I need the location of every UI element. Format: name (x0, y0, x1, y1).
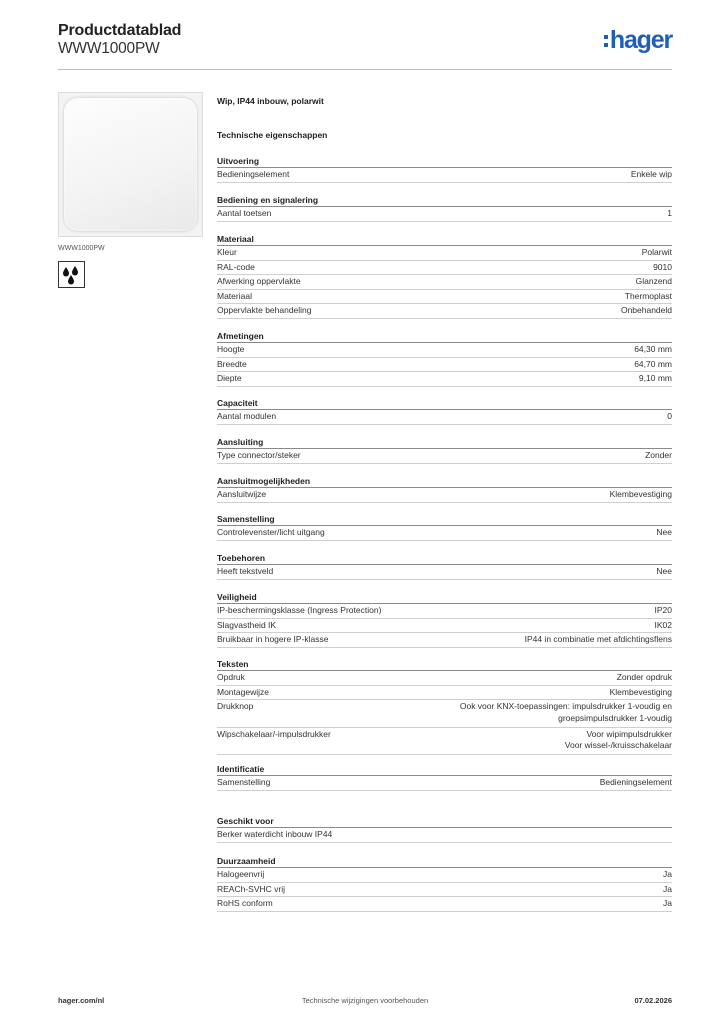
spec-row (217, 290, 672, 305)
spec-label: REACh-SVHC vrij (217, 883, 286, 894)
spec-row (217, 700, 672, 728)
spec-row (217, 261, 672, 276)
spec-row (217, 828, 672, 843)
spec-value: IP44 in combinatie met afdichtingsflens (524, 634, 672, 644)
spec-value: Thermoplast (624, 290, 672, 301)
spec-value: 1 (667, 208, 672, 218)
page-footer (58, 996, 672, 1010)
spec-row (217, 168, 672, 183)
section-title: Materiaal (217, 234, 672, 246)
section-identificatie (217, 764, 672, 791)
section-geschikt-voor (217, 816, 672, 843)
spec-value: Glanzend (635, 276, 672, 286)
spec-value: Nee (656, 566, 672, 576)
section-title: Identificatie (217, 764, 672, 776)
spec-value-line: Voor wissel-/kruisschakelaar (564, 740, 672, 751)
section-title: Afmetingen (217, 331, 672, 343)
spec-row (217, 633, 672, 648)
water-drops-icon (58, 261, 85, 288)
spec-label: Type connector/steker (217, 450, 301, 460)
spec-label: Drukknop (217, 701, 254, 711)
product-code: WWW1000PW (58, 40, 160, 57)
spec-value-line: Ook voor KNX-toepassingen: impulsdrukker 1-voudig en (459, 701, 672, 711)
footer-website-link[interactable]: hager.com/nl (58, 996, 105, 1005)
spec-label: RAL-code (217, 261, 255, 272)
spec-row (217, 207, 672, 222)
spec-value: Zonder opdruk (616, 672, 672, 682)
spec-value (460, 701, 672, 725)
section-title: Aansluitmogelijkheden (217, 476, 672, 488)
spec-label: Berker waterdicht inbouw IP44 (217, 829, 333, 839)
spec-value: Bedieningselement (599, 777, 672, 787)
spec-label: Bedieningselement (217, 169, 290, 179)
spec-row (217, 410, 672, 425)
product-image (64, 98, 197, 231)
spec-value-line: groepsimpulsdrukker 1-voudig (558, 712, 672, 723)
spec-row (217, 526, 672, 541)
section-veiligheid (217, 592, 672, 648)
section-title: Duurzaamheid (217, 856, 672, 868)
spec-label: Aantal toetsen (217, 208, 272, 218)
section-bediening (217, 195, 672, 222)
spec-label: Breedte (217, 358, 247, 369)
section-title: Toebehoren (217, 553, 672, 565)
footer-disclaimer: Technische wijzigingen voorbehouden (301, 996, 429, 1005)
spec-row (217, 604, 672, 619)
section-afmetingen (217, 331, 672, 387)
spec-row (217, 619, 672, 634)
spec-row (217, 449, 672, 464)
spec-value: Ja (663, 883, 672, 894)
spec-row (217, 686, 672, 701)
spec-value: Ja (663, 898, 672, 908)
logo-dots-icon (604, 35, 608, 47)
section-title: Samenstelling (217, 514, 672, 526)
spec-value-line: Voor wipimpulsdrukker (586, 728, 672, 739)
footer-date: 07.02.2026 (634, 996, 672, 1005)
spec-value: Ja (663, 869, 672, 879)
spec-row (217, 246, 672, 261)
spec-value: 64,70 mm (634, 358, 672, 369)
spec-value: Polarwit (641, 247, 672, 257)
spec-value: 9,10 mm (638, 373, 672, 383)
spec-value: IP20 (654, 605, 672, 615)
section-title: Bediening en signalering (217, 195, 672, 207)
spec-row (217, 358, 672, 373)
spec-label: Bruikbaar in hogere IP-klasse (217, 634, 329, 644)
spec-value: 9010 (653, 261, 672, 272)
section-uitvoering (217, 156, 672, 183)
spec-label: Aansluitwijze (217, 489, 267, 499)
spec-value: Klembevestiging (609, 686, 672, 697)
page-header (58, 22, 672, 70)
spec-value: IK02 (654, 619, 672, 630)
spec-value: 0 (667, 411, 672, 421)
spec-row (217, 304, 672, 319)
section-title: Capaciteit (217, 398, 672, 410)
spec-value: Zonder (645, 450, 672, 460)
spec-label: Samenstelling (217, 777, 271, 787)
section-capaciteit (217, 398, 672, 425)
spec-label: Heeft tekstveld (217, 566, 274, 576)
spec-value: 64,30 mm (634, 344, 672, 354)
spec-label: Oppervlakte behandeling (217, 305, 312, 315)
spec-row (217, 372, 672, 387)
section-materiaal (217, 234, 672, 319)
product-image-column (58, 92, 203, 288)
spec-row (217, 343, 672, 358)
spec-label: Halogeenvrij (217, 869, 265, 879)
product-image-frame (58, 92, 203, 237)
section-aansluiting (217, 437, 672, 464)
section-title: Aansluiting (217, 437, 672, 449)
technical-properties-heading: Technische eigenschappen (217, 130, 328, 140)
spec-label: Hoogte (217, 344, 245, 354)
hager-logo (604, 26, 672, 55)
section-teksten (217, 659, 672, 755)
product-name: Wip, IP44 inbouw, polarwit (217, 96, 324, 106)
spec-row (217, 868, 672, 883)
section-title: Uitvoering (217, 156, 672, 168)
spec-label: Kleur (217, 247, 237, 257)
spec-row (217, 883, 672, 898)
spec-label: IP-beschermingsklasse (Ingress Protection) (217, 605, 382, 615)
spec-label: Wipschakelaar/-impulsdrukker (217, 728, 331, 739)
spec-value: Klembevestiging (609, 489, 672, 499)
section-aansluitmogelijkheden (217, 476, 672, 503)
spec-label: Opdruk (217, 672, 245, 682)
spec-value: Onbehandeld (620, 305, 672, 315)
spec-label: Aantal modulen (217, 411, 277, 421)
spec-row (217, 776, 672, 791)
product-summary (217, 96, 672, 144)
spec-value: Enkele wip (630, 169, 672, 179)
logo-text: hager (609, 26, 672, 54)
spec-value: Nee (656, 527, 672, 537)
spec-row (217, 671, 672, 686)
document-title: Productdatablad (58, 22, 182, 39)
section-title: Veiligheid (217, 592, 672, 604)
spec-row (217, 728, 672, 756)
spec-label: Diepte (217, 373, 242, 383)
spec-label: Slagvastheid IK (217, 619, 277, 630)
spec-row (217, 897, 672, 912)
spec-label: Materiaal (217, 290, 252, 301)
spec-row (217, 275, 672, 290)
section-samenstelling (217, 514, 672, 541)
spec-label: Afwerking oppervlakte (217, 276, 301, 286)
spec-label: Controlevenster/licht uitgang (217, 527, 325, 537)
spec-value (565, 729, 672, 753)
section-duurzaamheid (217, 856, 672, 912)
spec-row (217, 565, 672, 580)
spec-label: RoHS conform (217, 898, 273, 908)
spec-row (217, 488, 672, 503)
section-title: Teksten (217, 659, 672, 671)
product-image-caption: WWW1000PW (58, 245, 105, 252)
spec-label: Montagewijze (217, 686, 269, 697)
section-toebehoren (217, 553, 672, 580)
section-title: Geschikt voor (217, 816, 672, 828)
